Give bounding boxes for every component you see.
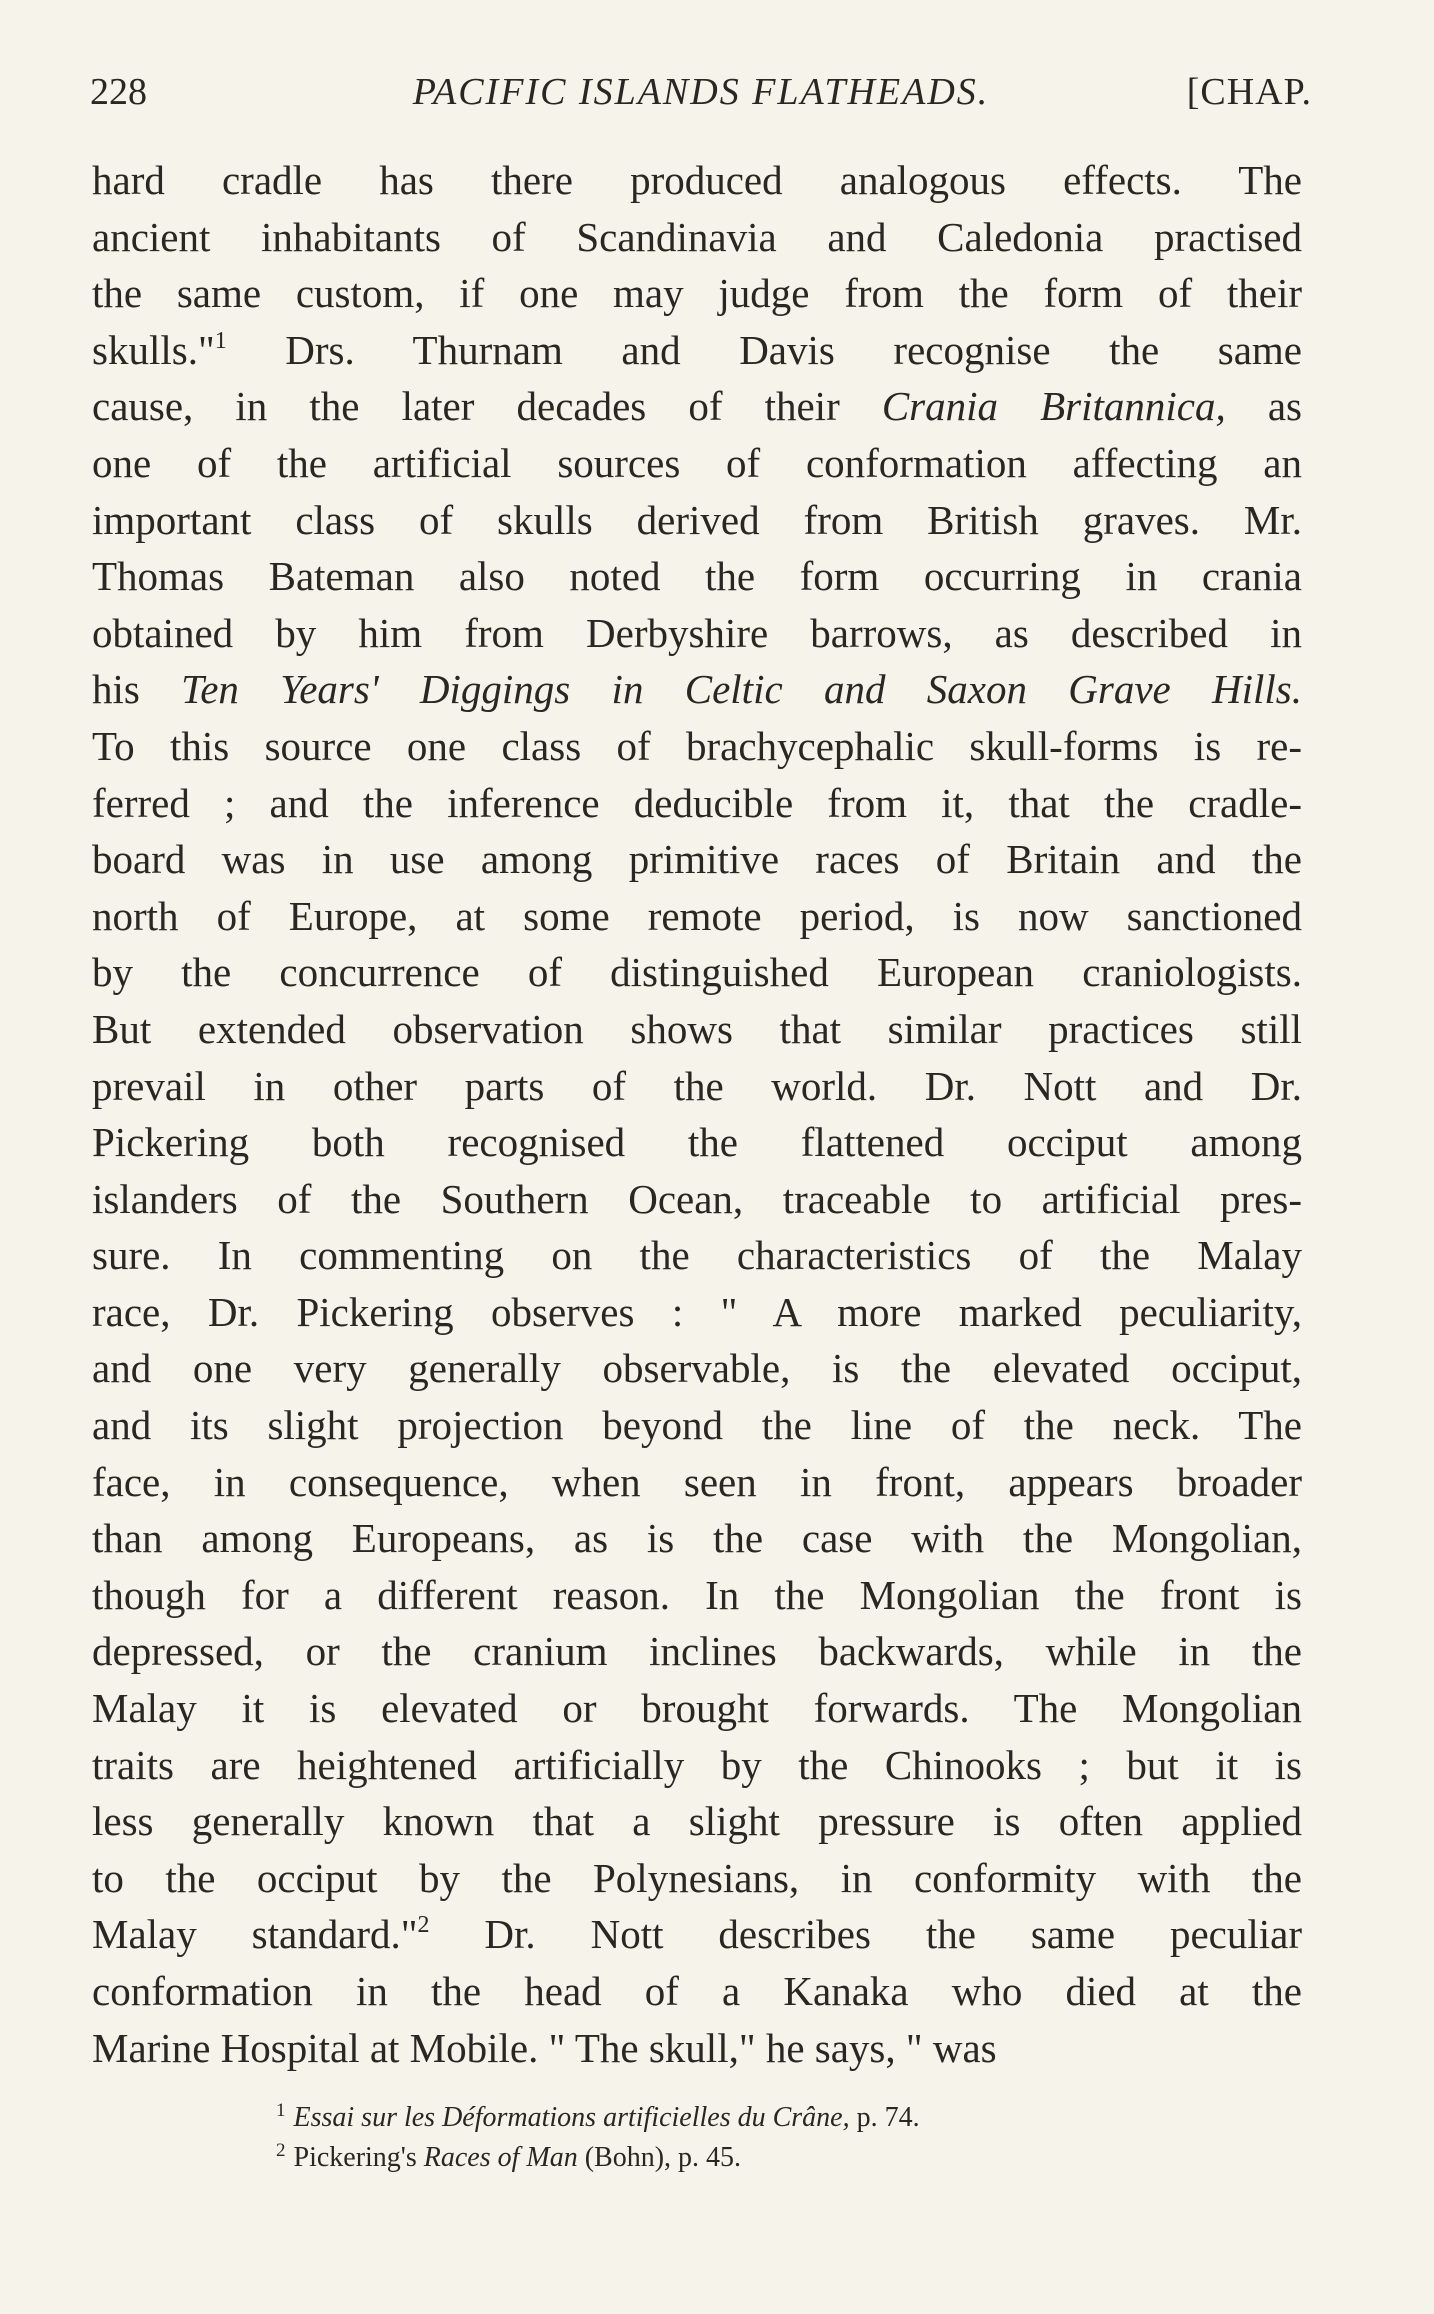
text-line	[92, 152, 1302, 209]
text-segment: race, Dr. Pickering observes : " A more marked peculiarity,	[92, 1288, 1302, 1335]
text-segment: one of the artificial sources of conformation affecting an	[92, 439, 1302, 486]
text-segment: and one very generally observable, is the elevated occiput,	[92, 1345, 1302, 1392]
text-line	[92, 1227, 1302, 1284]
chapter-mark: [CHAP.	[1186, 71, 1312, 113]
text-segment: But extended observation shows that similar practices still	[92, 1005, 1302, 1052]
text-line	[92, 1793, 1302, 1850]
text-segment: sure. In commenting on the characteristics of the Malay	[92, 1232, 1302, 1279]
footnote-reference: 2	[417, 1912, 430, 1939]
page-header	[90, 62, 1312, 122]
footnote-italic-text: Essai sur les Déformations artificielles du Crâne,	[293, 2102, 850, 2133]
text-line	[92, 435, 1302, 492]
text-segment: hard cradle has there produced analogous effects. The	[92, 157, 1302, 203]
text-segment: obtained by him from Derbyshire barrows, as described in	[92, 609, 1302, 656]
text-segment: north of Europe, at some remote period, is now sanctioned	[92, 892, 1302, 939]
text-segment: the same custom, if one may judge from the form of their	[92, 270, 1302, 317]
text-segment: Marine Hospital at Mobile. " The skull," he says, " was	[92, 2024, 997, 2071]
text-line	[92, 548, 1302, 605]
text-segment: than among Europeans, as is the case with the Mongolian,	[92, 1515, 1302, 1562]
text-segment: Dr. Nott describes the same peculiar	[429, 1911, 1302, 1958]
footnote	[276, 2138, 1176, 2178]
footnote-reference: 1	[214, 327, 227, 354]
text-segment: ancient inhabitants of Scandinavia and Caledonia practised	[92, 213, 1302, 260]
text-line	[92, 1284, 1302, 1341]
text-line	[92, 1340, 1302, 1397]
text-line	[92, 1114, 1302, 1171]
text-segment: to the occiput by the Polynesians, in conformity with the	[92, 1854, 1302, 1901]
footnote-text: p. 74.	[849, 2102, 920, 2133]
footnotes	[276, 2098, 1176, 2178]
footnote-mark: 1	[276, 2100, 286, 2121]
text-segment: Thomas Bateman also noted the form occurring in crania	[92, 553, 1302, 600]
text-line	[92, 775, 1302, 832]
body-text	[92, 152, 1302, 2076]
running-title: PACIFIC ISLANDS FLATHEADS.	[412, 71, 990, 113]
text-line	[92, 378, 1302, 435]
text-line	[92, 1737, 1302, 1794]
text-segment: conformation in the head of a Kanaka who died at the	[92, 1968, 1302, 2014]
text-segment: Pickering both recognised the flattened occiput among	[92, 1119, 1302, 1166]
italic-text: Crania Britannica,	[881, 383, 1226, 430]
footnote	[276, 2098, 1176, 2138]
text-line	[92, 1510, 1302, 1567]
text-segment: though for a different reason. In the Mongolian the front is	[92, 1571, 1302, 1618]
italic-text: Ten Years' Diggings in Celtic and Saxon Grave Hills.	[181, 666, 1302, 713]
text-line	[92, 1963, 1302, 2020]
footnote-mark: 2	[276, 2140, 286, 2161]
text-segment: less generally known that a slight pressure is often applied	[92, 1798, 1302, 1845]
text-segment: Malay it is elevated or brought forwards. The Mongolian	[92, 1685, 1302, 1732]
text-segment: face, in consequence, when seen in front, appears broader	[92, 1458, 1302, 1505]
text-segment: his	[92, 666, 182, 713]
text-line	[92, 1906, 1302, 1963]
text-segment: by the concurrence of distinguished European craniologists.	[92, 949, 1302, 996]
text-segment: important class of skulls derived from British graves. Mr.	[92, 496, 1302, 543]
text-line	[92, 888, 1302, 945]
text-line	[92, 1058, 1302, 1115]
text-segment: prevail in other parts of the world. Dr. Nott and Dr.	[92, 1062, 1302, 1109]
text-line	[92, 1454, 1302, 1511]
text-line	[92, 718, 1302, 775]
text-segment: Drs. Thurnam and Davis recognise the same	[226, 326, 1302, 373]
text-line	[92, 2020, 1302, 2077]
text-line	[92, 661, 1302, 718]
page-number: 228	[90, 71, 147, 113]
text-segment: and its slight projection beyond the line of the neck. The	[92, 1402, 1302, 1449]
text-segment: board was in use among primitive races of Britain and the	[92, 836, 1302, 883]
text-line	[92, 1680, 1302, 1737]
footnote-text: (Bohn), p. 45.	[577, 2142, 742, 2173]
footnote-text: Pickering's	[293, 2142, 424, 2173]
text-segment: Malay standard."	[92, 1911, 418, 1958]
text-segment: cause, in the later decades of their	[92, 383, 882, 430]
text-line	[92, 322, 1302, 379]
text-line	[92, 1171, 1302, 1228]
text-line	[92, 492, 1302, 549]
text-line	[92, 265, 1302, 322]
text-line	[92, 1397, 1302, 1454]
text-segment: traits are heightened artificially by the Chinooks ; but it is	[92, 1741, 1302, 1788]
text-segment: depressed, or the cranium inclines backwards, while in the	[92, 1628, 1302, 1675]
text-segment: as	[1225, 383, 1302, 430]
text-line	[92, 605, 1302, 662]
text-segment: skulls."	[92, 326, 215, 373]
text-line	[92, 944, 1302, 1001]
text-segment: To this source one class of brachycephalic skull-forms is re-	[92, 722, 1302, 769]
text-line	[92, 1623, 1302, 1680]
text-line	[92, 1001, 1302, 1058]
footnote-italic-text: Races of Man	[423, 2142, 578, 2173]
text-line	[92, 209, 1302, 266]
text-line	[92, 1850, 1302, 1907]
text-segment: ferred ; and the inference deducible from it, that the cradle-	[92, 779, 1302, 826]
text-segment: islanders of the Southern Ocean, traceable to artificial pres-	[92, 1175, 1302, 1222]
text-line	[92, 831, 1302, 888]
text-line	[92, 1567, 1302, 1624]
